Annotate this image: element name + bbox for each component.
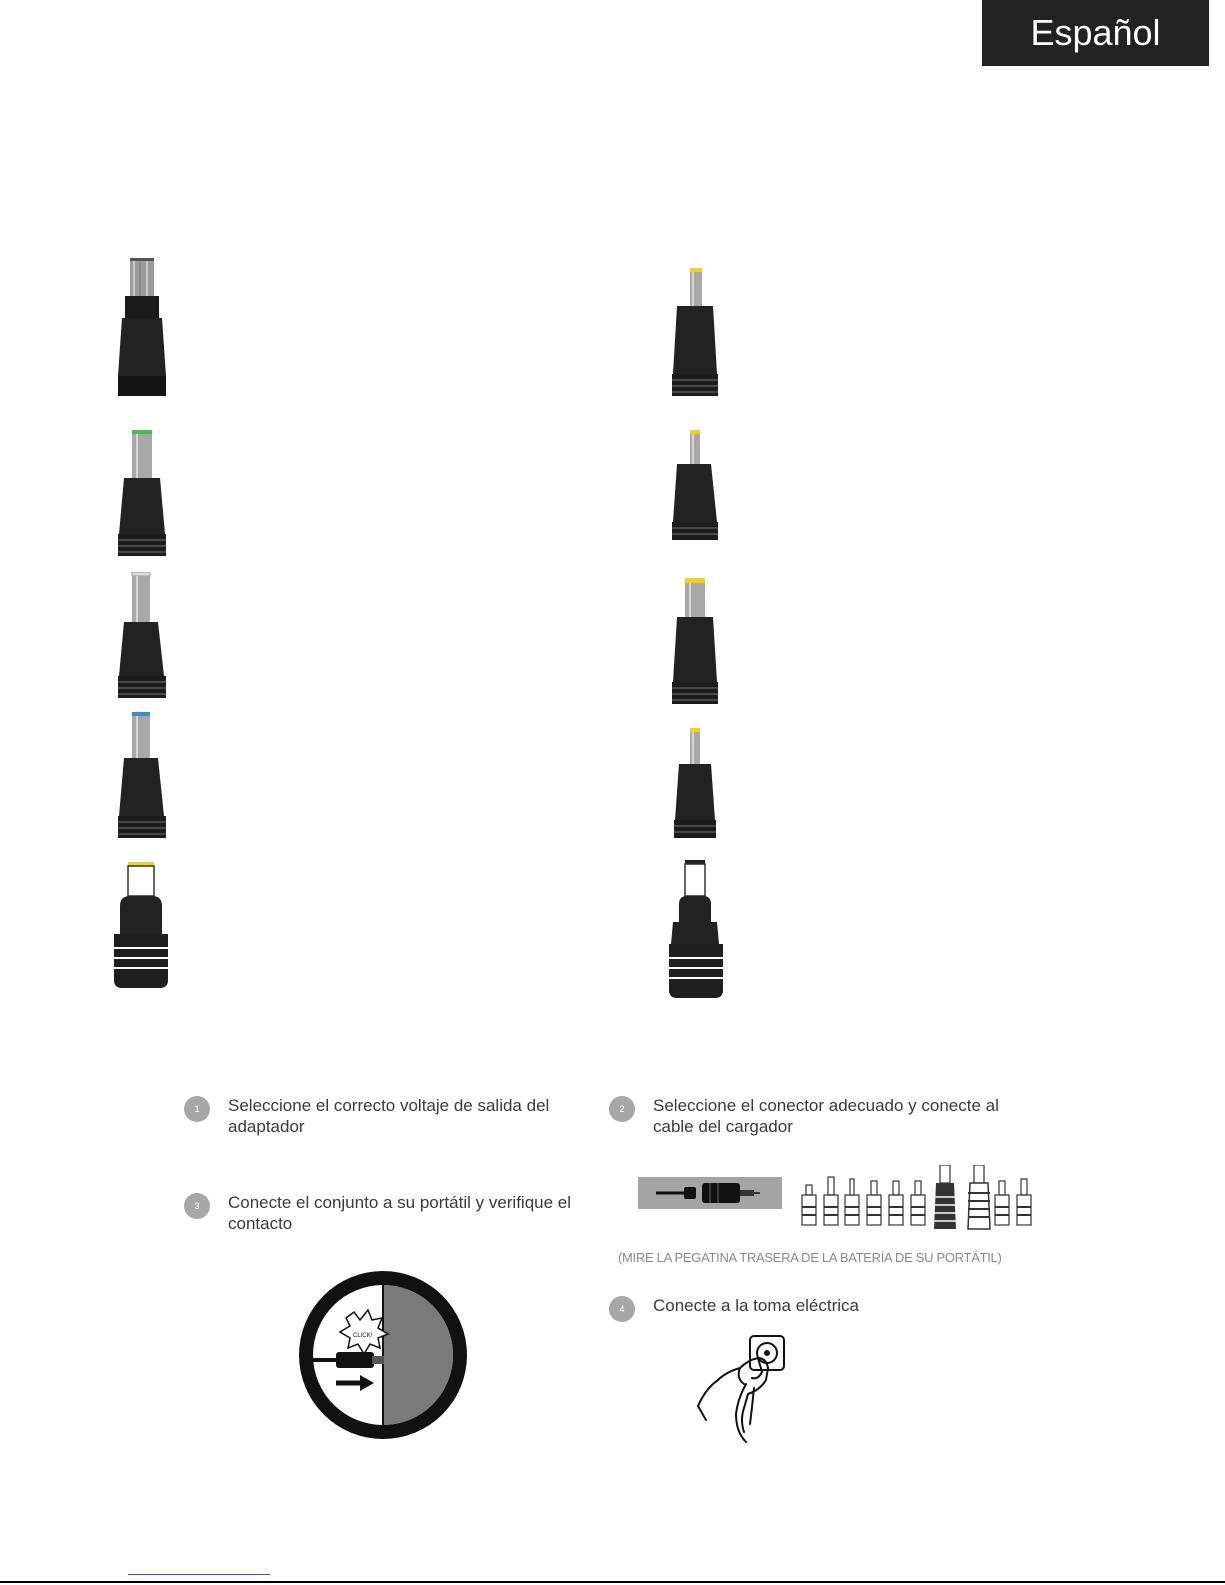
step-4 — [609, 1295, 1039, 1322]
step-number-badge: 4 — [609, 1296, 635, 1322]
step-text: Seleccione el correcto voltaje de salida del adaptador — [228, 1096, 550, 1136]
connector-tip-c-icon — [110, 572, 170, 700]
step-text: Seleccione el conector adecuado y conecte al cable del cargador — [653, 1096, 999, 1136]
connector-tip-d-icon — [110, 712, 170, 840]
connector-tip-b-icon — [110, 430, 170, 558]
step-2 — [609, 1095, 1039, 1137]
click-label: CLICK! — [353, 1333, 373, 1339]
connector-tip-f-icon — [665, 268, 725, 398]
plug-socket-illustration — [696, 1328, 808, 1446]
connector-tip-e-icon — [108, 862, 174, 992]
connector-tip-j-icon — [663, 860, 729, 1002]
step-3 — [184, 1192, 584, 1234]
connector-tip-h-icon — [665, 578, 725, 706]
step-number-badge: 2 — [609, 1096, 635, 1122]
step-number-badge: 3 — [184, 1193, 210, 1219]
cable-connector-illustration — [638, 1177, 782, 1209]
step-number-badge: 1 — [184, 1096, 210, 1122]
step-1 — [184, 1095, 584, 1137]
connector-tip-i-icon — [665, 728, 725, 840]
connector-tips-row-icon — [800, 1165, 1036, 1231]
step-text: Conecte a la toma eléctrica — [653, 1296, 859, 1315]
footer-link-underline — [128, 1574, 270, 1575]
battery-sticker-note: (MIRE LA PEGATINA TRASERA DE LA BATERÍA DE SU PORTÁTIL) — [618, 1250, 1002, 1265]
footer-rule — [0, 1581, 1225, 1583]
step-text: Conecte el conjunto a su portátil y verifique el contacto — [228, 1193, 572, 1233]
connector-tip-g-icon — [665, 430, 725, 542]
click-connection-illustration — [296, 1268, 470, 1442]
tip-color-mark — [132, 430, 152, 434]
language-tab: Español — [982, 0, 1209, 66]
connector-tip-a-icon — [110, 258, 170, 398]
